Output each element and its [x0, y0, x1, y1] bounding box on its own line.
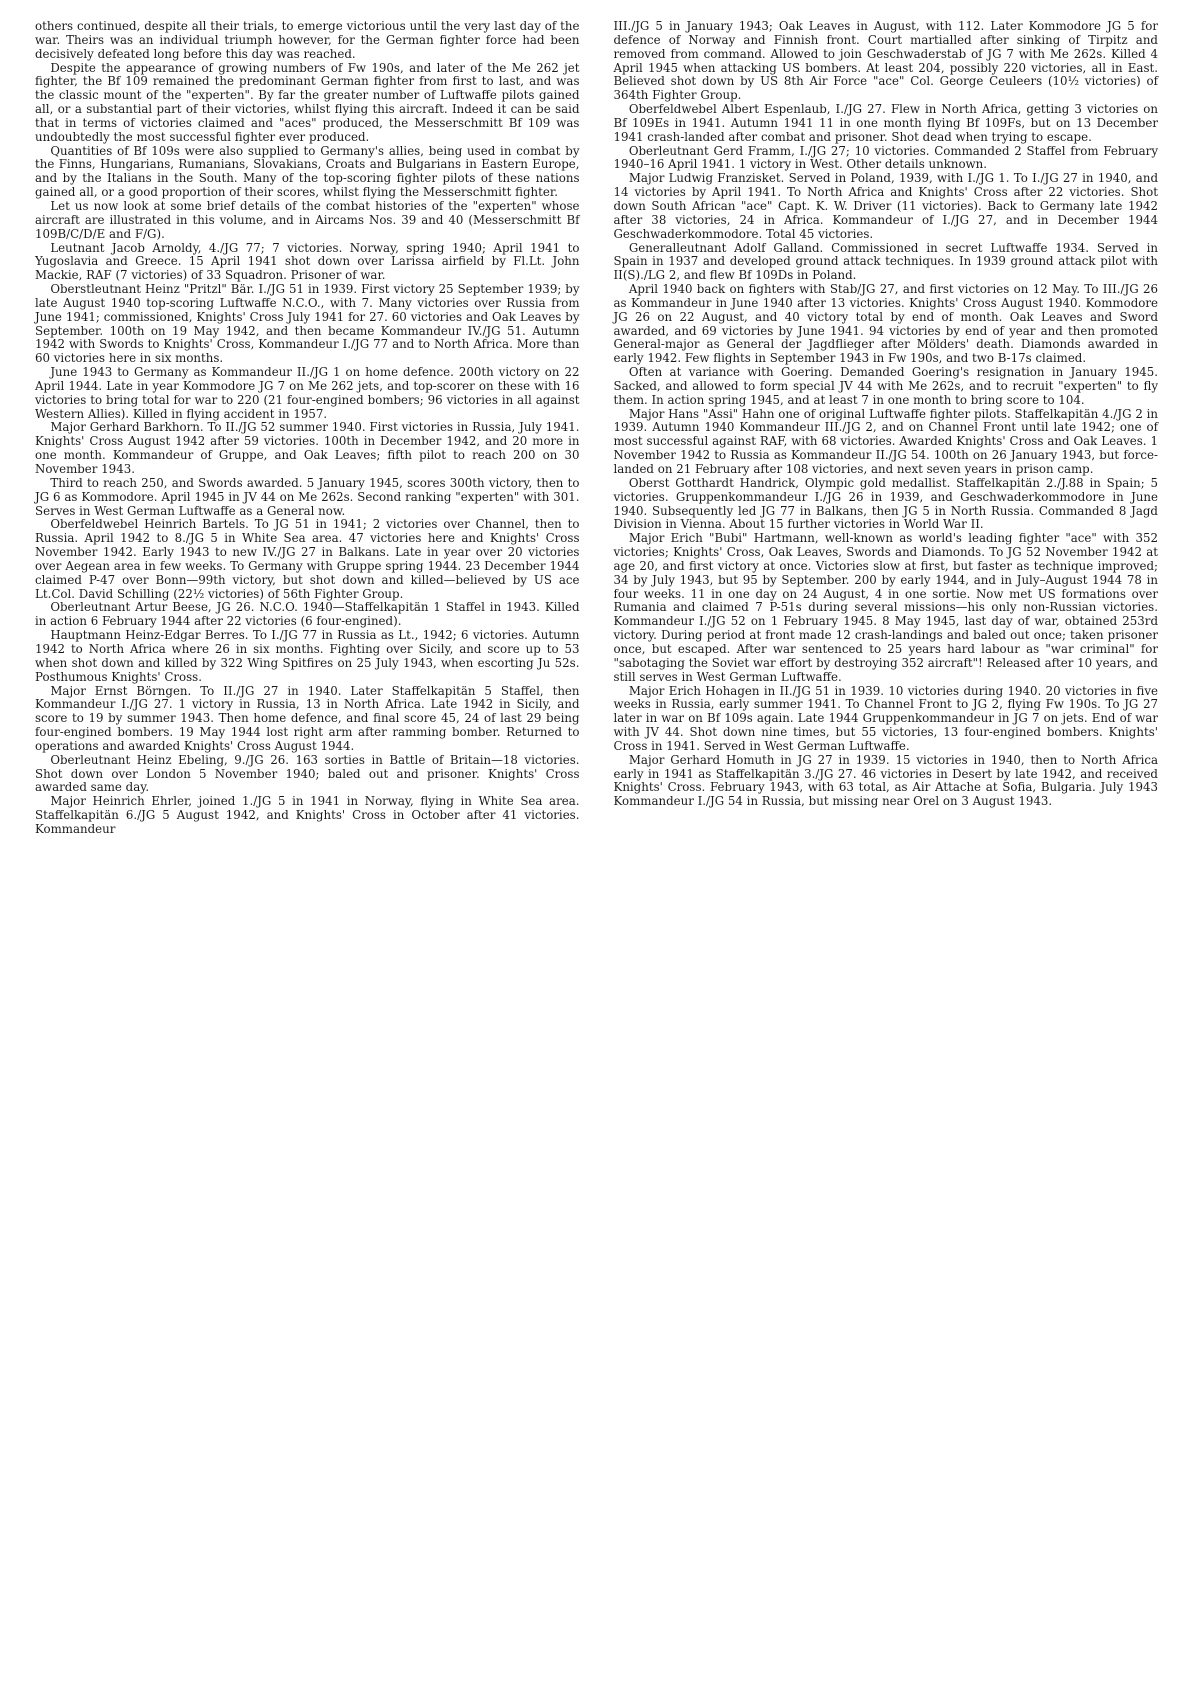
- paragraph: Oberfeldwebel Heinrich Bartels. To JG 51 in 1941; 2 victories over Channel, then to Russia. April 1942 to 8./JG 5 in White Sea area. 47 victories here and Knights' Cross November 1942. Early 1943 to new IV./JG 27 in Balkans. Late in year over 20 victories over Aegean area in few weeks. To Germany with Gruppe spring 1944. 23 December 1944 claimed P-47 over Bonn—99th victory, but shot down and killed—believed by US ace Lt.Col. David Schilling (22½ victories) of 56th Fighter Group.: [35, 517, 580, 601]
- paragraph: Oberstleutnant Heinz "Pritzl" Bär. I./JG 51 in 1939. First victory 25 September 1939; by late August 1940 top-scoring Luftwaffe N.C.O., with 7. Many victories over Russia from June 1941; commissioned, Knights' Cross July 1941 for 27. 60 victories and Oak Leaves by September. 100th on 19 May 1942, and then became Kommandeur IV./JG 51. Autumn 1942 with Swords to Knights' Cross, Kommandeur I./JG 77 and to North Africa. More than 60 victories here in six months.: [35, 282, 580, 366]
- paragraph: April 1940 back on fighters with Stab/JG 27, and first victories on 12 May. To III./JG 26 as Kommandeur in June 1940 after 13 victories. Knights' Cross August 1940. Kommodore JG 26 on 22 August, and 40 victory total by end of month. Oak Leaves and Sword awarded, and 69 victories by June 1941. 94 victories by end of year and then promoted General-major as General der Jagdflieger after Mölders' death. Diamonds awarded in early 1942. Few flights in September 1943 in Fw 190s, and two B-17s claimed.: [613, 282, 1158, 366]
- paragraph: Oberleutnant Heinz Ebeling, 9./JG 26. 163 sorties in Battle of Britain—18 victories. Shot down over London 5 November 1940; baled out and prisoner. Knights' Cross awarded same day.: [35, 752, 580, 795]
- paragraph: Major Erich Hohagen in II./JG 51 in 1939. 10 victories during 1940. 20 victories in five weeks in Russia, early summer 1941. To Channel Front to JG 2, flying Fw 190s. To JG 27 later in war on Bf 109s again. Late 1944 Gruppenkommandeur in JG 7 on jets. End of war with JV 44. Shot down nine times, but 55 victories, 13 four-engined bombers. Knights' Cross in 1941. Served in West German Luftwaffe.: [613, 683, 1158, 753]
- paragraph: Let us now look at some brief details of the combat histories of the "experten" whose aircraft are illustrated in this volume, and in Aircams Nos. 39 and 40 (Messerschmitt Bf 109B/C/D/E and F/G).: [35, 198, 580, 241]
- paragraph: III./JG 5 in January 1943; Oak Leaves in August, with 112. Later Kommodore JG 5 for defence of Norway and Finnish front. Court martialled after sinking of Tirpitz and removed from command. Allowed to join Geschwaderstab of JG 7 with Me 262s. Killed 4 April 1945 when attacking US bombers. At least 204, possibly 220 victories, all in East. Believed shot down by US 8th Air Force "ace" Col. George Ceuleers (10½ victories) of 364th Fighter Group.: [613, 19, 1158, 103]
- paragraph: Often at variance with Goering. Demanded Goering's resignation in January 1945. Sacked, and allowed to form special JV 44 with Me 262s, and to recruit "experten" to fly them. In action spring 1945, and at least 7 in one month to bring score to 104.: [613, 365, 1158, 407]
- paragraph: Major Gerhard Homuth in JG 27 in 1939. 15 victories in 1940, then to North Africa early in 1941 as Staffelkapitän 3./JG 27. 46 victories in Desert by late 1942, and received Knights' Cross. February 1943, with 63 total, as Air Attache at Sofia, Bulgaria. July 1943 Kommandeur I./JG 54 in Russia, but missing near Orel on 3 August 1943.: [613, 752, 1158, 809]
- paragraph: Third to reach 250, and Swords awarded. 5 January 1945, scores 300th victory, then to JG 6 as Kommodore. April 1945 in JV 44 on Me 262s. Second ranking "experten" with 301. Serves in West German Luftwaffe as a General now.: [35, 475, 580, 518]
- paragraph: Despite the appearance of growing numbers of Fw 190s, and later of the Me 262 jet fighter, the Bf 109 remained the predominant German fighter from first to last, and was the classic mount of the "experten". By far the greater number of Luftwaffe pilots gained all, or a substantial part of their victories, whilst flying this aircraft. Indeed it can be said that in terms of victories claimed and "aces" produced, the Messerschmitt Bf 109 was undoubtedly the most successful fighter ever produced.: [35, 60, 580, 144]
- paragraph: others continued, despite all their trials, to emerge victorious until the very last day of the war. Theirs was an individual triumph however, for the German fighter force had been decisively defeated long before this day was reached.: [35, 19, 580, 61]
- paragraph: Hauptmann Heinz-Edgar Berres. To I./JG 77 in Russia as Lt., 1942; 6 victories. Autumn 1942 to North Africa where 26 in six months. Fighting over Sicily, and score up to 53 when shot down and killed by 322 Wing Spitfires on 25 July 1943, when escorting Ju 52s. Posthumous Knights' Cross.: [35, 628, 580, 684]
- paragraph: Oberleutnant Artur Beese, JG 26. N.C.O. 1940—Staffelkapitän 1 Staffel in 1943. Killed in action 6 February 1944 after 22 victories (6 four-engined).: [35, 600, 580, 629]
- paragraph: Major Hans "Assi" Hahn one of original Luftwaffe fighter pilots. Staffelkapitän 4./JG 2 in 1939. Autumn 1940 Kommandeur III./JG 2, and on Channel Front until late 1942; one of most successful against RAF, with 68 victories. Awarded Knights' Cross and Oak Leaves. 1 November 1942 to Russia as Kommandeur II./JG 54. 100th on 26 January 1943, but force-landed on 21 February after 108 victories, and next seven years in prison camp.: [613, 406, 1158, 476]
- paragraph: Generalleutnant Adolf Galland. Commissioned in secret Luftwaffe 1934. Served in Spain in 1937 and developed ground attack techniques. In 1939 ground attack pilot with II(S)./LG 2, and flew Bf 109Ds in Poland.: [613, 240, 1158, 283]
- paragraph: Major Ernst Börngen. To II./JG 27 in 1940. Later Staffelkapitän 5 Staffel, then Kommandeur I./JG 27. 1 victory in Russia, 13 in North Africa. Late 1942 in Sicily, and score to 19 by summer 1943. Then home defence, and final score 45, 24 of last 29 being four-engined bombers. 19 May 1944 lost right arm after ramming bomber. Returned to operations and awarded Knights' Cross August 1944.: [35, 683, 580, 753]
- paragraph: Major Heinrich Ehrler, joined 1./JG 5 in 1941 in Norway, flying in White Sea area. Staffelkapitän 6./JG 5 August 1942, and Knights' Cross in October after 41 victories. Kommandeur: [35, 794, 580, 836]
- paragraph: Oberfeldwebel Albert Espenlaub, I./JG 27. Flew in North Africa, getting 3 victories on Bf 109Es in 1941. Autumn 1941 11 in one month flying Bf 109Fs, but on 13 December 1941 crash-landed after combat and prisoner. Shot dead when trying to escape.: [613, 102, 1158, 144]
- paragraph: Quantities of Bf 109s were also supplied to Germany's allies, being used in combat by the Finns, Hungarians, Rumanians, Slovakians, Croats and Bulgarians in Eastern Europe, and by the Italians in the South. Many of the top-scoring fighter pilots of these nations gained all, or a good proportion of their scores, whilst flying the Messerschmitt fighter.: [35, 143, 580, 200]
- paragraph: Major Erich "Bubi" Hartmann, well-known as world's leading fighter "ace" with 352 victories; Knights' Cross, Oak Leaves, Swords and Diamonds. To JG 52 November 1942 at age 20, and first victory at once. Victories slow at first, but faster as technique improved; 34 by July 1943, but 95 by September. 200 by early 1944, and in July–August 1944 78 in four weeks. 11 in one day on 24 August, 4 in one sortie. Now met US formations over Rumania and claimed 7 P-51s during several missions—his only non-Russian victories. Kommandeur I./JG 52 on 1 February 1945. 8 May 1945, last day of war, obtained 253rd victory. During period at front made 12 crash-landings and baled out once; taken prisoner once, but escaped. After war sentenced to 25 years hard labour as "war criminal" for "sabotaging the Soviet war effort by destroying 352 aircraft"! Released after 10 years, and still serves in West German Luftwaffe.: [613, 531, 1158, 684]
- paragraph: Oberst Gotthardt Handrick, Olympic gold medallist. Staffelkapitän 2./J.88 in Spain; 5 victories. Gruppenkommandeur I./JG 26 in 1939, and Geschwaderkommodore in June 1940. Subsequently led JG 77 in Balkans, then JG 5 in North Russia. Commanded 8 Jagd Division in Vienna. About 15 further victories in World War II.: [613, 475, 1158, 532]
- right-text-column: [614, 20, 1159, 1696]
- paragraph: Major Ludwig Franzisket. Served in Poland, 1939, with I./JG 1. To I./JG 27 in 1940, and 14 victories by April 1941. To North Africa and Knights' Cross after 22 victories. Shot down South African "ace" Capt. K. W. Driver (11 victories). Back to Germany late 1942 after 38 victories, 24 in Africa. Kommandeur of I./JG 27, and in December 1944 Geschwaderkommodore. Total 45 victories.: [613, 171, 1158, 241]
- paragraph: June 1943 to Germany as Kommandeur II./JG 1 on home defence. 200th victory on 22 April 1944. Late in year Kommodore JG 7 on Me 262 jets, and top-scorer on these with 16 victories to bring total for war to 220 (21 four-engined bombers; 96 victories in all against Western Allies). Killed in flying accident in 1957.: [35, 365, 580, 421]
- paragraph: Leutnant Jacob Arnoldy, 4./JG 77; 7 victories. Norway, spring 1940; April 1941 to Yugoslavia and Greece. 15 April 1941 shot down over Larissa airfield by Fl.Lt. John Mackie, RAF (7 victories) of 33 Squadron. Prisoner of war.: [35, 240, 580, 283]
- paragraph: Major Gerhard Barkhorn. To II./JG 52 summer 1940. First victories in Russia, July 1941. Knights' Cross August 1942 after 59 victories. 100th in December 1942, and 20 more in one month. Kommandeur of Gruppe, and Oak Leaves; fifth pilot to reach 200 on 30 November 1943.: [35, 420, 580, 476]
- left-text-column: [35, 20, 580, 1696]
- paragraph: Oberleutnant Gerd Framm, I./JG 27; 10 victories. Commanded 2 Staffel from February 1940–16 April 1941. 1 victory in West. Other details unknown.: [613, 143, 1158, 172]
